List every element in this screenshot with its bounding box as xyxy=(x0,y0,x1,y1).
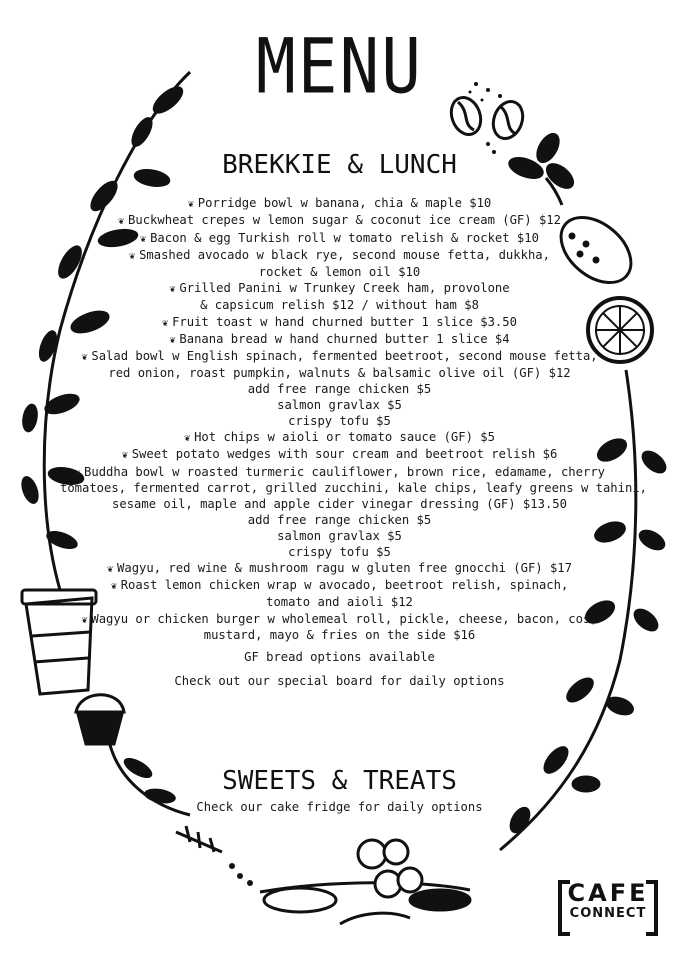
menu-item-text: Salad bowl w English spinach, fermented beetroot, second mouse fetta, xyxy=(91,349,598,364)
menu-item-line xyxy=(60,248,619,265)
menu-item-line xyxy=(60,398,619,414)
logo-left-bracket xyxy=(558,880,570,936)
menu-item-line xyxy=(60,349,619,366)
cafe-connect-logo xyxy=(558,880,658,932)
leaf-bullet-icon: ❦ xyxy=(81,614,88,626)
menu-item-line xyxy=(60,281,619,298)
menu-item-text: Banana bread w hand churned butter 1 slice $4 xyxy=(179,331,510,346)
menu-item-text: Wagyu, red wine & mushroom ragu w gluten free gnocchi (GF) $17 xyxy=(117,561,572,576)
menu-item-line xyxy=(60,196,619,213)
leaf-bullet-icon: ❦ xyxy=(118,216,125,228)
menu-item xyxy=(60,248,619,281)
menu-item-line xyxy=(60,366,619,382)
sweets-subtitle: Check our cake fridge for daily options xyxy=(196,800,483,814)
menu-item-line xyxy=(60,513,619,529)
menu-item xyxy=(60,231,619,248)
leaf-bullet-icon: ❦ xyxy=(184,432,191,444)
leaf-bullet-icon: ❦ xyxy=(187,199,194,210)
menu-item-line xyxy=(60,265,619,281)
leaf-bullet-icon: ❦ xyxy=(110,581,117,593)
menu-item-line xyxy=(60,497,619,513)
menu-item-text: Wagyu or chicken burger w wholemeal roll, pickle, cheese, bacon, cos, xyxy=(91,611,598,626)
menu-item-text: salmon gravlax $5 xyxy=(277,528,402,543)
menu-item-text: & capsicum relish $12 / without ham $8 xyxy=(200,298,479,313)
menu-item-text: Grilled Panini w Trunkey Creek ham, provolone xyxy=(179,281,510,296)
menu-item xyxy=(60,561,619,578)
menu-item-line xyxy=(60,465,619,482)
leaf-bullet-icon: ❦ xyxy=(169,284,176,296)
leaf-bullet-icon: ❦ xyxy=(74,467,81,479)
menu-item-line xyxy=(60,382,619,398)
sweets-heading: SWEETS & TREATS xyxy=(222,766,457,796)
leaf-bullet-icon: ❦ xyxy=(121,450,128,462)
menu-item-line xyxy=(60,529,619,545)
menu-item-line xyxy=(60,315,619,332)
menu-item-line xyxy=(60,231,619,248)
menu-item-text: Buckwheat crepes w lemon sugar & coconut ice cream (GF) $12 xyxy=(128,213,561,228)
menu-item xyxy=(60,332,619,349)
menu-item xyxy=(60,315,619,332)
menu-item-text: Roast lemon chicken wrap w avocado, beetroot relish, spinach, xyxy=(120,578,569,593)
menu-item xyxy=(60,430,619,447)
menu-item-line xyxy=(60,612,619,629)
menu-item xyxy=(60,349,619,429)
bottom-flower-icon xyxy=(260,840,470,924)
menu-item-line xyxy=(60,481,647,497)
menu-item-text: mustard, mayo & fries on the side $16 xyxy=(203,628,476,643)
menu-item-line xyxy=(60,545,619,561)
dots-icon xyxy=(229,863,253,886)
menu-item-text: Hot chips w aioli or tomato sauce (GF) $5 xyxy=(194,429,495,444)
muffin-icon xyxy=(76,695,124,744)
menu-title: MENU xyxy=(256,22,423,111)
logo-line-cafe: CAFE xyxy=(567,879,649,907)
leaf-bullet-icon: ❦ xyxy=(81,352,88,364)
menu-item-line xyxy=(60,298,619,314)
logo-line-connect: CONNECT xyxy=(569,906,647,921)
leaf-bullet-icon: ❦ xyxy=(169,334,176,346)
menu-item-line xyxy=(60,414,619,430)
menu-item-text: Fruit toast w hand churned butter 1 slice $3.50 xyxy=(172,314,517,329)
special-board-note: Check out our special board for daily options xyxy=(174,674,505,689)
menu-item-text: Bacon & egg Turkish roll w tomato relish & rocket $10 xyxy=(150,230,539,245)
gf-bread-note: GF bread options available xyxy=(244,650,435,665)
menu-item-text: sesame oil, maple and apple cider vinegar dressing (GF) $13.50 xyxy=(112,497,567,512)
menu-item xyxy=(60,281,619,314)
menu-item xyxy=(60,196,619,213)
menu-item xyxy=(60,578,619,611)
menu-item-text: add free range chicken $5 xyxy=(247,513,432,528)
menu-item-text: tomato and aioli $12 xyxy=(266,595,413,610)
menu-item-text: add free range chicken $5 xyxy=(247,381,432,396)
menu-item-text: crispy tofu $5 xyxy=(288,413,391,428)
leaf-bullet-icon: ❦ xyxy=(107,564,114,576)
leaf-bullet-icon: ❦ xyxy=(140,233,147,245)
menu-item-text: red onion, roast pumpkin, walnuts & balsamic olive oil (GF) $12 xyxy=(108,366,571,381)
menu-item-text: crispy tofu $5 xyxy=(288,544,391,559)
menu-item-text: Buddha bowl w roasted turmeric cauliflower, brown rice, edamame, cherry xyxy=(84,464,605,479)
menu-item xyxy=(60,213,619,230)
menu-item-text: Porridge bowl w banana, chia & maple $10 xyxy=(197,196,492,210)
menu-item-text: Sweet potato wedges with sour cream and beetroot relish $6 xyxy=(131,447,558,462)
menu-item-line xyxy=(60,578,619,595)
brekkie-heading: BREKKIE & LUNCH xyxy=(222,150,457,180)
menu-item xyxy=(60,447,619,464)
menu-item-line xyxy=(60,213,619,230)
menu-item xyxy=(60,464,647,561)
menu-item xyxy=(60,612,619,645)
menu-item-text: rocket & lemon oil $10 xyxy=(258,264,421,279)
sprig-arrow-icon xyxy=(176,826,222,852)
menu-item-line xyxy=(60,332,619,349)
menu-item-text: Smashed avocado w black rye, second mouse fetta, dukkha, xyxy=(139,248,550,263)
leaf-bullet-icon: ❦ xyxy=(162,317,169,329)
brekkie-items-list xyxy=(60,196,647,690)
menu-item-line xyxy=(60,628,619,644)
menu-item-line xyxy=(60,561,619,578)
leaf-bullet-icon: ❦ xyxy=(129,251,136,263)
menu-item-text: salmon gravlax $5 xyxy=(277,397,402,412)
menu-item-line xyxy=(60,595,619,611)
menu-item-line xyxy=(60,430,619,447)
menu-item-text: tomatoes, fermented carrot, grilled zucchini, kale chips, leafy greens w tahini, xyxy=(60,481,647,496)
logo-right-bracket xyxy=(646,880,658,936)
menu-item-line xyxy=(60,447,619,464)
